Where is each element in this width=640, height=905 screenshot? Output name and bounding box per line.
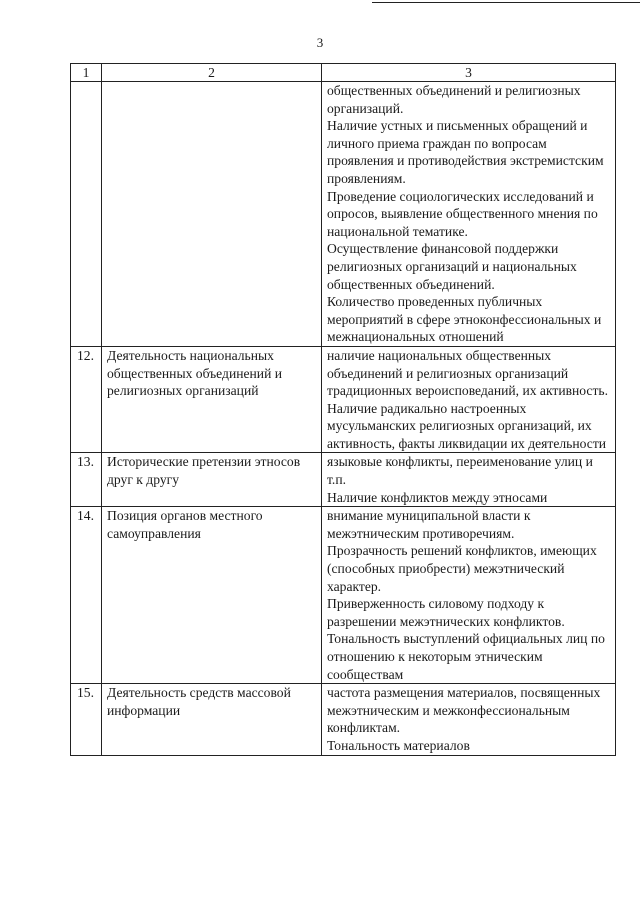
page-number: 3 [316,35,324,50]
column-header: 3 [322,64,616,82]
table-row [71,82,616,347]
row-indicator: Деятельность средств массовой информации [102,684,322,755]
row-indicator [102,82,322,347]
criteria-paragraph: Проведение социологических исследований и опросов, выявление общественного мнения по национальной тематике. [327,188,598,239]
row-indicator: Деятельность национальных общественных объединений и религиозных организаций [102,346,322,453]
table-row [71,507,616,684]
row-indicator: Позиция органов местного самоуправления [102,507,322,684]
criteria-paragraph: Тональность выступлений официальных лиц по отношению к некоторым этническим сообществам [327,631,605,682]
table-header-row [71,64,616,82]
row-criteria [322,453,616,507]
table-row [71,684,616,755]
criteria-paragraph: Приверженность силовому подходу к разрешении межэтнических конфликтов. [327,596,565,629]
criteria-paragraph: наличие национальных общественных объединений и религиозных организаций традиционных вероисповеданий, их активность. [327,347,609,399]
row-number: 14. [71,507,102,684]
row-number: 12. [71,346,102,453]
criteria-paragraph: Прозрачность решений конфликтов, имеющих (способных приобрести) межэтнический характер. [327,543,597,594]
row-number: 13. [71,453,102,507]
criteria-paragraph: частота размещения материалов, посвященных межэтническим и межконфессиональным конфликтам. [327,685,601,736]
criteria-paragraph: Осуществление финансовой поддержки религиозных организаций и национальных общественных объединений. [327,241,577,292]
row-criteria [322,346,616,453]
criteria-paragraph: языковые конфликты, переименование улиц и т.п. [327,454,593,488]
row-number [71,82,102,347]
column-header: 1 [71,64,102,82]
row-number: 15. [71,684,102,755]
row-criteria [322,684,616,755]
row-criteria [322,82,616,347]
top-rule [372,2,640,3]
row-criteria [322,507,616,684]
criteria-paragraph: Тональность материалов [327,737,470,753]
criteria-paragraph: Наличие конфликтов между этносами [327,489,548,505]
table-row [71,453,616,507]
criteria-paragraph: Количество проведенных публичных мероприятий в сфере этноконфессиональных и межнациональных отношений [327,294,602,345]
column-header: 2 [102,64,322,82]
table-row [71,346,616,453]
criteria-paragraph: Наличие радикально настроенных мусульманских религиозных организаций, их активность, факты ликвидации их деятельности [327,400,607,451]
criteria-paragraph: общественных объединений и религиозных организаций. [327,83,581,116]
criteria-table [70,63,616,756]
row-indicator: Исторические претензии этносов друг к другу [102,453,322,507]
criteria-paragraph: внимание муниципальной власти к межэтническим противоречиям. [327,508,531,541]
criteria-paragraph: Наличие устных и письменных обращений и личного приема граждан по вопросам проявления и противодействия экстремистским проявлениям. [327,118,604,186]
